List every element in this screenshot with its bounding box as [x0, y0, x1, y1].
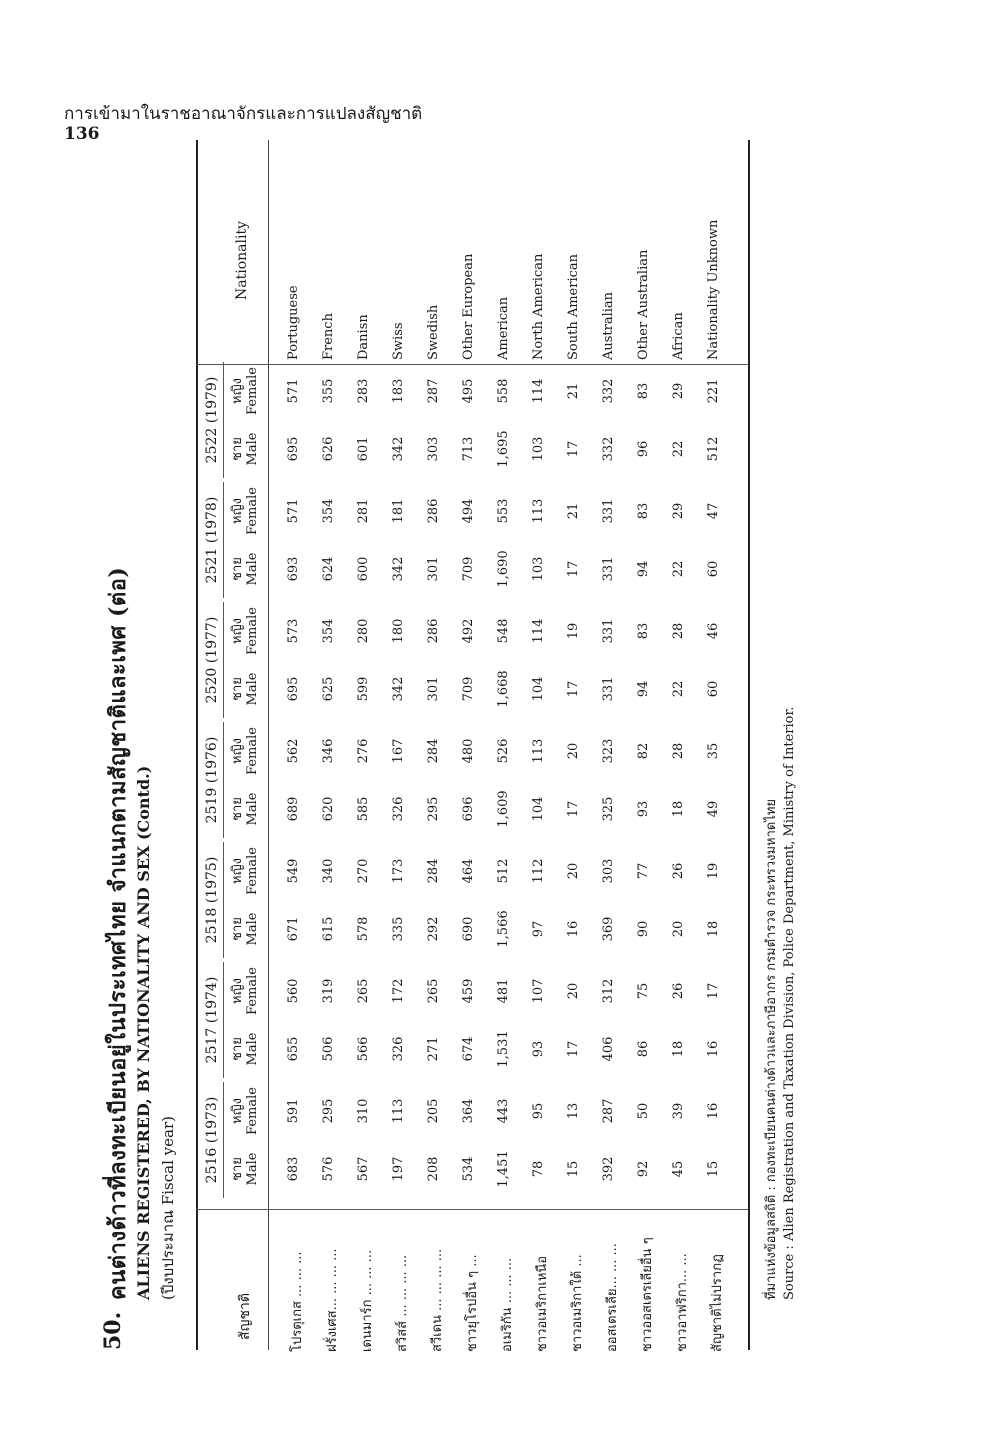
male-count: 94 [636, 560, 651, 578]
male-count: 96 [636, 440, 651, 458]
year-header: 2519 (1976) [204, 736, 220, 824]
table-row [700, 140, 730, 1360]
male-count: 17 [566, 1040, 581, 1058]
female-count: 17 [706, 982, 721, 1000]
female-count: 548 [496, 618, 511, 644]
female-count: 571 [286, 378, 301, 404]
female-count: 20 [566, 982, 581, 1000]
source-thai: ที่มาแห่งข้อมูลสถิติ : กองทะเบียนคนต่างด้าวและภาษีอากร กรมตำรวจ กระทรวงมหาดไทย [764, 798, 779, 1300]
female-count: 83 [636, 622, 651, 640]
female-count: 19 [706, 862, 721, 880]
female-header [230, 362, 260, 420]
female-count: 13 [566, 1102, 581, 1120]
female-count: 29 [671, 382, 686, 400]
female-count: 354 [321, 618, 336, 644]
male-count: 695 [286, 436, 301, 462]
female-count: 16 [706, 1102, 721, 1120]
nationality-english: Other European [461, 253, 476, 360]
table-row [315, 140, 345, 1360]
nationality-thai: เดนมาร์ก ... ... ... [360, 1249, 375, 1352]
male-count: 60 [706, 560, 721, 578]
male-count: 599 [356, 676, 371, 702]
male-count: 342 [391, 556, 406, 582]
male-count: 689 [286, 796, 301, 822]
female-label-thai: หญิง [230, 858, 245, 884]
table-row [525, 140, 555, 1360]
male-count: 17 [566, 800, 581, 818]
male-count: 18 [671, 800, 686, 818]
year-underline [223, 1082, 224, 1198]
female-count: 29 [671, 502, 686, 520]
male-count: 696 [461, 796, 476, 822]
male-count: 86 [636, 1040, 651, 1058]
female-count: 83 [636, 382, 651, 400]
male-count: 303 [426, 436, 441, 462]
table-bottom-rule [748, 140, 750, 1350]
female-count: 114 [531, 618, 546, 644]
nationality-thai: ชาวออสเตรเลียอื่น ๆ [640, 1237, 655, 1352]
female-count: 113 [391, 1098, 406, 1124]
female-count: 310 [356, 1098, 371, 1124]
female-count: 571 [286, 498, 301, 524]
male-count: 271 [426, 1036, 441, 1062]
male-count: 208 [426, 1156, 441, 1182]
male-count: 16 [566, 920, 581, 938]
nationality-english: Australian [601, 291, 616, 360]
male-count: 1,668 [496, 670, 511, 708]
female-count: 459 [461, 978, 476, 1004]
male-count: 20 [671, 920, 686, 938]
male-count: 620 [321, 796, 336, 822]
female-count: 319 [321, 978, 336, 1004]
nationality-english: African [671, 312, 686, 360]
female-count: 553 [496, 498, 511, 524]
male-count: 104 [531, 796, 546, 822]
table-row [350, 140, 380, 1360]
male-count: 331 [601, 676, 616, 702]
male-header [230, 780, 260, 838]
male-count: 18 [706, 920, 721, 938]
nationality-thai: โปรตุเกส ... ... ... [290, 1251, 305, 1352]
male-count: 624 [321, 556, 336, 582]
male-header [230, 540, 260, 598]
female-count: 20 [566, 742, 581, 760]
female-count: 83 [636, 502, 651, 520]
female-count: 480 [461, 738, 476, 764]
table-row [665, 140, 695, 1360]
female-header [230, 962, 260, 1020]
female-count: 77 [636, 862, 651, 880]
female-count: 183 [391, 378, 406, 404]
year-underline [223, 362, 224, 478]
male-count: 1,690 [496, 550, 511, 588]
female-count: 283 [356, 378, 371, 404]
nationality-english: Other Australian [636, 249, 651, 360]
female-count: 26 [671, 982, 686, 1000]
male-count: 576 [321, 1156, 336, 1182]
nationality-thai: ชาวอเมริกาใต้ ... [570, 1254, 585, 1352]
male-count: 326 [391, 1036, 406, 1062]
male-count: 709 [461, 556, 476, 582]
female-count: 355 [321, 378, 336, 404]
female-count: 591 [286, 1098, 301, 1124]
female-count: 558 [496, 378, 511, 404]
year-underline [223, 722, 224, 838]
male-count: 97 [531, 920, 546, 938]
male-count: 506 [321, 1036, 336, 1062]
female-count: 276 [356, 738, 371, 764]
female-count: 364 [461, 1098, 476, 1124]
male-label-thai: ชาย [230, 797, 245, 821]
page-number: 136 [64, 124, 100, 144]
table-row [280, 140, 310, 1360]
female-count: 494 [461, 498, 476, 524]
male-count: 93 [531, 1040, 546, 1058]
male-count: 326 [391, 796, 406, 822]
female-count: 562 [286, 738, 301, 764]
male-header [230, 1020, 260, 1078]
male-count: 94 [636, 680, 651, 698]
female-count: 464 [461, 858, 476, 884]
male-count: 60 [706, 680, 721, 698]
male-count: 601 [356, 436, 371, 462]
source-english: Source : Alien Registration and Taxation Division, Police Department, Ministry of Interior. [782, 706, 797, 1300]
header-nationality-english: Nationality [234, 221, 250, 300]
female-count: 20 [566, 862, 581, 880]
male-count: 49 [706, 800, 721, 818]
female-count: 173 [391, 858, 406, 884]
male-count: 1,531 [496, 1030, 511, 1068]
year-underline [223, 602, 224, 718]
nationality-english: Swiss [391, 322, 406, 360]
male-label-english: Male [245, 552, 260, 586]
female-count: 495 [461, 378, 476, 404]
nationality-english: Danisn [356, 314, 371, 360]
female-count: 331 [601, 498, 616, 524]
male-count: 335 [391, 916, 406, 942]
male-count: 15 [566, 1160, 581, 1178]
male-count: 713 [461, 436, 476, 462]
year-header: 2518 (1975) [204, 856, 220, 944]
female-count: 180 [391, 618, 406, 644]
female-count: 284 [426, 738, 441, 764]
male-count: 578 [356, 916, 371, 942]
male-count: 17 [566, 560, 581, 578]
female-count: 50 [636, 1102, 651, 1120]
female-count: 21 [566, 502, 581, 520]
female-count: 167 [391, 738, 406, 764]
table-row [630, 140, 660, 1360]
male-header [230, 900, 260, 958]
female-count: 114 [531, 378, 546, 404]
male-count: 15 [706, 1160, 721, 1178]
nationality-english: Swedish [426, 304, 441, 360]
male-count: 674 [461, 1036, 476, 1062]
female-count: 82 [636, 742, 651, 760]
year-underline [223, 482, 224, 598]
table-row [385, 140, 415, 1360]
male-count: 301 [426, 556, 441, 582]
female-count: 340 [321, 858, 336, 884]
female-label-english: Female [245, 967, 260, 1015]
male-count: 22 [671, 440, 686, 458]
female-count: 312 [601, 978, 616, 1004]
male-count: 585 [356, 796, 371, 822]
male-header [230, 420, 260, 478]
female-count: 280 [356, 618, 371, 644]
female-header [230, 842, 260, 900]
female-label-english: Female [245, 1087, 260, 1135]
male-label-thai: ชาย [230, 1037, 245, 1061]
female-label-english: Female [245, 847, 260, 895]
female-count: 181 [391, 498, 406, 524]
female-count: 113 [531, 738, 546, 764]
male-count: 600 [356, 556, 371, 582]
female-count: 95 [531, 1102, 546, 1120]
female-label-thai: หญิง [230, 738, 245, 764]
female-count: 286 [426, 618, 441, 644]
nationality-english: South American [566, 253, 581, 360]
nationality-english: Nationality Unknown [706, 219, 721, 360]
female-count: 75 [636, 982, 651, 1000]
male-count: 301 [426, 676, 441, 702]
male-count: 22 [671, 560, 686, 578]
male-header [230, 660, 260, 718]
female-label-thai: หญิง [230, 378, 245, 404]
female-label-english: Female [245, 487, 260, 535]
female-count: 47 [706, 502, 721, 520]
male-count: 1,566 [496, 910, 511, 948]
female-count: 284 [426, 858, 441, 884]
male-count: 512 [706, 436, 721, 462]
female-header [230, 722, 260, 780]
male-count: 567 [356, 1156, 371, 1182]
male-label-thai: ชาย [230, 437, 245, 461]
male-count: 1,609 [496, 790, 511, 828]
table-number: 50. [100, 1311, 126, 1350]
nationality-english: North American [531, 253, 546, 360]
female-header [230, 602, 260, 660]
female-header [230, 482, 260, 540]
male-count: 655 [286, 1036, 301, 1062]
female-label-english: Female [245, 607, 260, 655]
male-header [230, 1140, 260, 1198]
table-top-rule [196, 140, 198, 1350]
female-label-thai: หญิง [230, 618, 245, 644]
male-count: 406 [601, 1036, 616, 1062]
table-row [560, 140, 590, 1360]
female-count: 270 [356, 858, 371, 884]
male-count: 17 [566, 680, 581, 698]
male-count: 369 [601, 916, 616, 942]
male-count: 78 [531, 1160, 546, 1178]
nationality-english: Portuguese [286, 285, 301, 360]
female-count: 512 [496, 858, 511, 884]
female-count: 107 [531, 978, 546, 1004]
female-header [230, 1082, 260, 1140]
male-count: 690 [461, 916, 476, 942]
female-count: 21 [566, 382, 581, 400]
female-count: 354 [321, 498, 336, 524]
male-count: 626 [321, 436, 336, 462]
nationality-english: French [321, 313, 336, 360]
female-count: 331 [601, 618, 616, 644]
nationality-thai: ชาวอาฟริกา... ... [675, 1253, 690, 1352]
female-count: 172 [391, 978, 406, 1004]
year-header: 2517 (1974) [204, 976, 220, 1064]
male-count: 693 [286, 556, 301, 582]
male-count: 1,695 [496, 430, 511, 468]
year-underline [223, 842, 224, 958]
male-label-thai: ชาย [230, 557, 245, 581]
male-label-thai: ชาย [230, 917, 245, 941]
table-row [595, 140, 625, 1360]
female-count: 113 [531, 498, 546, 524]
male-count: 103 [531, 436, 546, 462]
female-label-thai: หญิง [230, 498, 245, 524]
male-count: 566 [356, 1036, 371, 1062]
female-count: 35 [706, 742, 721, 760]
male-count: 392 [601, 1156, 616, 1182]
male-count: 45 [671, 1160, 686, 1178]
male-count: 331 [601, 556, 616, 582]
nationality-thai: อเมริกัน ... ... ... [500, 1257, 515, 1352]
male-count: 332 [601, 436, 616, 462]
running-head-title: การเข้ามาในราชอาณาจักรและการแปลงสัญชาติ [64, 104, 423, 124]
male-label-english: Male [245, 912, 260, 946]
male-count: 103 [531, 556, 546, 582]
nationality-thai: สวีเดน ... ... ... ... [430, 1248, 445, 1352]
nationality-thai: ฝรั่งเศส... ... ... ... [325, 1248, 340, 1352]
female-count: 295 [321, 1098, 336, 1124]
male-count: 625 [321, 676, 336, 702]
male-count: 342 [391, 676, 406, 702]
male-count: 104 [531, 676, 546, 702]
table-title-thai: คนต่างด้าวที่ลงทะเบียนอยู่ในประเทศไทย จำแนกตามสัญชาติและเพศ (ต่อ) [105, 566, 131, 1300]
table-row [455, 140, 485, 1360]
nationality-english: American [496, 296, 511, 360]
fiscal-year-note: (ปีงบประมาณ Fiscal year) [159, 1116, 177, 1300]
male-label-english: Male [245, 672, 260, 706]
male-count: 325 [601, 796, 616, 822]
male-label-thai: ชาย [230, 677, 245, 701]
year-header: 2520 (1977) [204, 616, 220, 704]
male-count: 683 [286, 1156, 301, 1182]
male-count: 90 [636, 920, 651, 938]
female-count: 573 [286, 618, 301, 644]
header-bottom-rule [268, 140, 269, 1350]
male-count: 292 [426, 916, 441, 942]
nationality-thai: สัญชาติไม่ปรากฏ [710, 1254, 725, 1352]
female-count: 560 [286, 978, 301, 1004]
male-count: 1,451 [496, 1150, 511, 1188]
female-count: 205 [426, 1098, 441, 1124]
male-count: 92 [636, 1160, 651, 1178]
female-count: 323 [601, 738, 616, 764]
male-count: 22 [671, 680, 686, 698]
female-count: 265 [426, 978, 441, 1004]
female-count: 265 [356, 978, 371, 1004]
year-underline [223, 962, 224, 1078]
nationality-thai: ชาวยุโรปอื่น ๆ ... [465, 1254, 480, 1352]
male-count: 197 [391, 1156, 406, 1182]
male-label-thai: ชาย [230, 1157, 245, 1181]
female-count: 39 [671, 1102, 686, 1120]
male-count: 615 [321, 916, 336, 942]
female-count: 287 [426, 378, 441, 404]
male-count: 342 [391, 436, 406, 462]
female-count: 526 [496, 738, 511, 764]
female-count: 286 [426, 498, 441, 524]
table-row [490, 140, 520, 1360]
female-count: 112 [531, 858, 546, 884]
year-header: 2516 (1973) [204, 1096, 220, 1184]
female-count: 492 [461, 618, 476, 644]
female-label-english: Female [245, 727, 260, 775]
male-label-english: Male [245, 1032, 260, 1066]
female-count: 346 [321, 738, 336, 764]
male-count: 16 [706, 1040, 721, 1058]
female-count: 481 [496, 978, 511, 1004]
male-count: 295 [426, 796, 441, 822]
male-count: 709 [461, 676, 476, 702]
female-count: 549 [286, 858, 301, 884]
male-count: 671 [286, 916, 301, 942]
nationality-thai: สวิสส์ ... ... ... ... [395, 1254, 410, 1352]
nationality-thai: ชาวอเมริกาเหนือ [535, 1255, 550, 1352]
female-count: 221 [706, 378, 721, 404]
male-count: 17 [566, 440, 581, 458]
male-count: 93 [636, 800, 651, 818]
header-nationality-thai: สัญชาติ [237, 1293, 253, 1340]
male-label-english: Male [245, 432, 260, 466]
male-label-english: Male [245, 1152, 260, 1186]
female-label-thai: หญิง [230, 978, 245, 1004]
female-count: 443 [496, 1098, 511, 1124]
female-count: 26 [671, 862, 686, 880]
year-header: 2522 (1979) [204, 376, 220, 464]
male-label-english: Male [245, 792, 260, 826]
female-count: 28 [671, 622, 686, 640]
female-count: 19 [566, 622, 581, 640]
female-count: 28 [671, 742, 686, 760]
female-count: 281 [356, 498, 371, 524]
male-count: 695 [286, 676, 301, 702]
male-count: 18 [671, 1040, 686, 1058]
male-count: 534 [461, 1156, 476, 1182]
nationality-thai: ออสเตรเลีย... ... ... [605, 1243, 620, 1352]
female-count: 46 [706, 622, 721, 640]
rotated-table-page [100, 120, 820, 1360]
year-header: 2521 (1978) [204, 496, 220, 584]
female-count: 287 [601, 1098, 616, 1124]
female-count: 303 [601, 858, 616, 884]
female-label-english: Female [245, 367, 260, 415]
table-title-english: ALIENS REGISTERED, BY NATIONALITY AND SEX (Contd.) [134, 765, 153, 1300]
female-label-thai: หญิง [230, 1098, 245, 1124]
female-count: 332 [601, 378, 616, 404]
table-row [420, 140, 450, 1360]
